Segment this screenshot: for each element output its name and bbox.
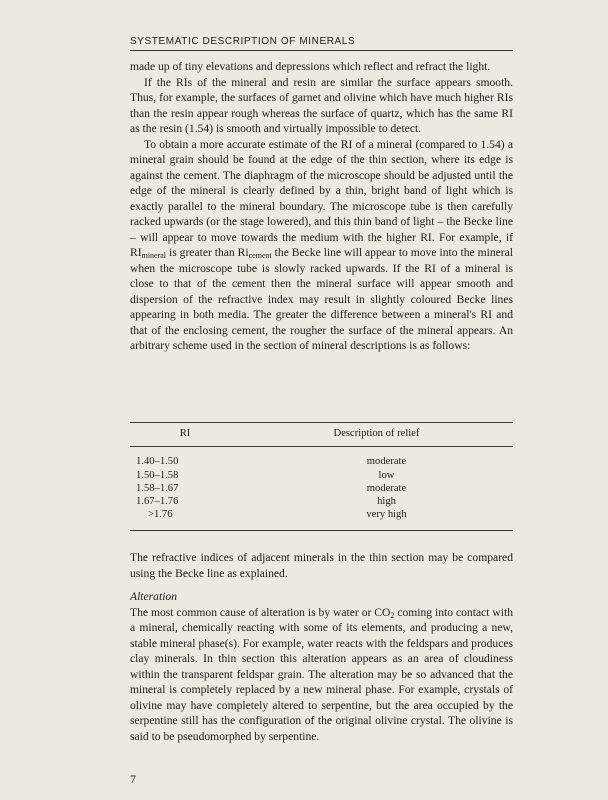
- header-rule: [130, 50, 513, 51]
- relief-table-header-row: [130, 423, 513, 447]
- body-text-after-table: [130, 550, 513, 744]
- cell-relief: high: [377, 496, 396, 508]
- subscript-cement: cement: [248, 251, 272, 260]
- cell-relief: very high: [240, 508, 513, 530]
- column-header-ri: RI: [130, 423, 240, 447]
- cell-ri: 1.50–1.58: [136, 469, 179, 481]
- becke-text-part-3: the Becke line will appear to move into the mineral when the microscope tube is slowly racked upwards. If the RI of a mineral is close to that of the cement then the mineral surface will appear smooth and dispersion of the refractive index may result in slightly coloured Becke lines appearing in both media. The greater the difference between a mineral's RI and that of the enclosing cement, the rougher the surface of the mineral appears. An arbitrary scheme used in the section of mineral descriptions is as follows:: [130, 246, 513, 352]
- cell-relief: low: [378, 469, 395, 481]
- paragraph-surface-relief: If the RIs of the mineral and resin are similar the surface appears smooth. Thus, for example, the surfaces of garnet and olivine which have much higher RIs than the resin appear rough whereas the surface of quartz, which has the same RI as the resin (1.54) is smooth and virtually impossible to detect.: [130, 75, 513, 135]
- table-row: [130, 447, 513, 469]
- body-text: [130, 59, 513, 354]
- paragraph-adjacent-minerals: The refractive indices of adjacent minerals in the thin section may be compared using the Becke line as explained.: [130, 551, 513, 580]
- paragraph-alteration: [130, 605, 513, 745]
- section-heading-alteration: Alteration: [130, 590, 178, 603]
- table-row: [130, 495, 513, 508]
- subscript-co2: 2: [390, 610, 395, 620]
- alteration-text-part-1: The most common cause of alteration is by water or CO: [130, 605, 391, 619]
- column-header-description: Description of relief: [240, 423, 513, 447]
- cell-relief: moderate: [366, 482, 407, 494]
- paragraph-becke-line: [130, 137, 513, 354]
- alteration-text-part-2: coming into contact with a mineral, chemically reacting with some of its elements, and producing a new, stable mineral phase(s). For example, water reacts with the feldspars and produces clay minerals. In thin section this alteration appears as an area of cloudiness within the transparent feldspar grain. The alteration may be so advanced that the mineral is completely replaced by a new mineral phase. For example, crystals of olivine may have completely altered to serpentine, but the area occupied by the serpentine still has the configuration of the original olivine crystal. The olivine is said to be pseudomorphed by serpentine.: [130, 605, 513, 743]
- becke-text-part-2: is greater than Ri: [166, 246, 249, 259]
- paragraph-continued: made up of tiny elevations and depressions which reflect and refract the light.: [130, 60, 491, 73]
- cell-ri: 1.58–1.67: [136, 482, 179, 494]
- cell-relief: moderate: [366, 456, 407, 468]
- table-row: [130, 508, 513, 530]
- table-row: [130, 482, 513, 495]
- cell-ri: >1.76: [130, 508, 240, 530]
- cell-ri: 1.40–1.50: [136, 456, 179, 468]
- relief-table: [130, 422, 513, 531]
- page-number: 7: [130, 772, 136, 786]
- subscript-mineral: mineral: [141, 251, 167, 260]
- cell-ri: 1.67–1.76: [136, 496, 179, 508]
- running-head: SYSTEMATIC DESCRIPTION OF MINERALS: [130, 36, 356, 47]
- becke-text-part-1: To obtain a more accurate estimate of the RI of a mineral (compared to 1.54) a mineral grain should be found at the edge of the thin section, where its edge is against the cement. The diaphragm of the microscope should be adjusted until the edge of the mineral is clearly defined by a thin, bright band of light which is exactly parallel to the mineral boundary. The microscope tube is then carefully racked upwards (or the stage lowered), and this thin band of light – the Becke line – will appear to move towards the medium with the higher RI. For example, if RI: [130, 137, 513, 259]
- table-row: [130, 469, 513, 482]
